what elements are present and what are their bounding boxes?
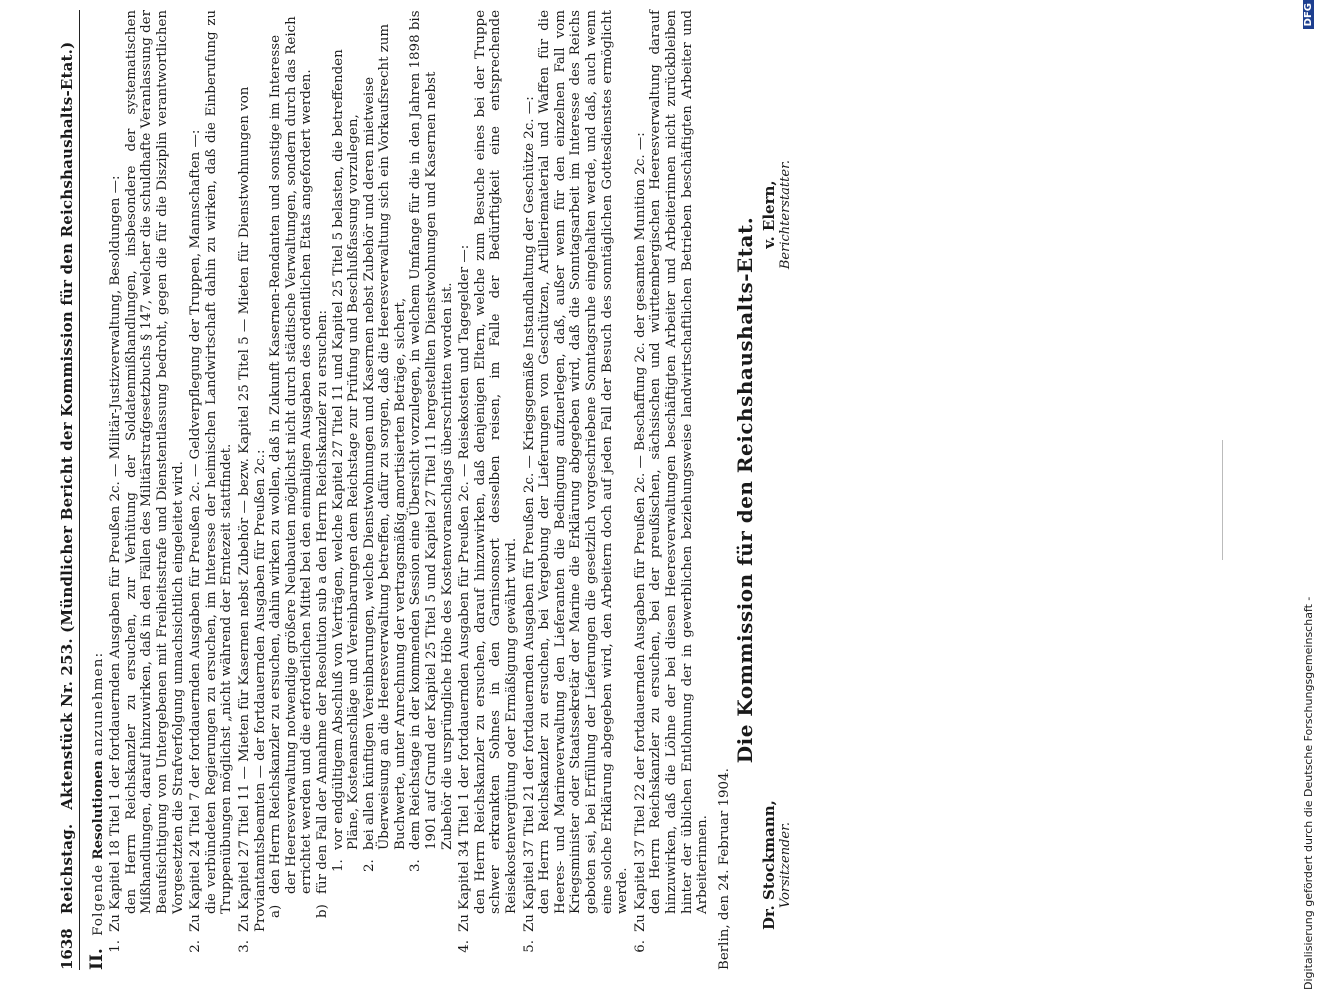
sub-point-text: dem Reichstage in der kommenden Session eine Übersicht vorzulegen, in welchem Umfange für die in den Jahren 1898 bis 1901 auf Grund der Kapitel 25 Titel 5 und Kapitel 27 Titel 11 hergestellten Dienstwohnungen und Kasernen nebst Zubehör die ursprüngliche Höhe des Kostenvoranschlags überschritten worden ist.: [408, 10, 455, 850]
sub-item: [268, 10, 315, 918]
sub-point-label: 3.: [408, 859, 424, 872]
signer-role: Vorsitzender.: [777, 821, 793, 909]
sub-item-label: b): [314, 904, 330, 918]
divider-line: [1222, 440, 1223, 560]
signer-chair: [759, 800, 793, 930]
signer-role: Berichterstatter.: [777, 160, 793, 270]
document-date: Berlin, den 24. Februar 1904.: [716, 768, 732, 970]
item-reference: Zu Kapitel 37 Titel 21 der fortdauernden Ausgaben für Preußen 2c. — Kriegsgemäße Instandhaltung der Geschütze 2c. —:: [521, 96, 537, 932]
item-number: 1.: [108, 940, 124, 953]
sub-point: [331, 10, 362, 872]
resolution-item: [633, 10, 711, 970]
item-reference: Zu Kapitel 27 Titel 11 — Mieten für Kasernen nebst Zubehör — bezw. Kapitel 25 Titel 5 — Mieten für Dienstwohnungen von Proviantamtsbeamten — der fortdauernden Ausgaben für Preußen 2c.:: [236, 86, 268, 932]
running-header: [60, 10, 80, 970]
item-number: 5.: [521, 940, 537, 953]
signer-rapporteur: [759, 160, 793, 270]
item-reference: Zu Kapitel 24 Titel 7 der fortdauernden Ausgaben für Preußen 2c. — Geldverpflegung der Truppen, Mannschaften —:: [188, 129, 204, 932]
sub-item-text: den Herrn Reichskanzler zu ersuchen, dahin wirken zu wollen, daß in Zukunft Kasernen-Rendanten und sonstige im Interesse der Heeresverwaltung notwendige größere Neubauten möglichst nicht durch städtische Verwaltungen, sondern durch das Reich errichtet werden und die erforderlichen Mittel bei den einmaligen Ausgaben des ordentlichen Etats angefordert werden.: [268, 16, 315, 894]
section-lead: [91, 652, 106, 936]
resolutions-section: [86, 10, 107, 970]
lead-bold: Resolutionen: [89, 760, 106, 860]
resolution-item: [522, 10, 631, 970]
sub-point-label: 2.: [361, 859, 377, 872]
sub-point-label: 1.: [330, 859, 346, 872]
sub-point-text: bei allen künftigen Vereinbarungen, welche Dienstwohnungen und Kasernen nebst Zubehör und deren mietweise Überweisung an die Heeresverwaltung betreffen, dafür zu sorgen, daß die Heeresverwaltung sich ein Vorkaufsrecht zum Buchwerte, unter Anrechnung der vertragsmäßig amortisierten Beträge, sichert,: [361, 23, 408, 850]
resolution-item: [188, 10, 235, 970]
sub-point: [362, 10, 409, 872]
signatures: [759, 160, 793, 930]
item-text: die verbündeten Regierungen zu ersuchen, im Interesse der heimischen Landwirtschaft dahin zu wirken, daß die Einberufung zu Truppenübungen möglichst „nicht während der Erntezeit stattfindet.: [203, 10, 235, 914]
item-number: 2.: [188, 940, 204, 953]
sub-point-text: vor endgültigem Abschluß von Verträgen, welche Kapitel 27 Titel 11 und Kapitel 25 Titel 5 belasten, die betreffenden Pläne, Kostenanschläge und Vereinbarungen dem Reichstage zur Prüfung und Beschlußfassung vorzulegen,: [330, 49, 362, 850]
sub-item-text: für den Fall der Annahme der Resolution sub a den Herrn Reichskanzler zu ersuchen:: [314, 309, 330, 894]
lead-post: anzunehmen:: [90, 651, 106, 757]
sub-item-label: a): [268, 904, 284, 918]
lead-pre: Folgende: [90, 863, 106, 936]
signer-name: Dr. Stockmann,: [759, 800, 778, 930]
commission-title: Die Kommission für den Reichshaushalts-Etat.: [733, 216, 758, 764]
digitization-sidebar: [1302, 0, 1315, 990]
page-number: 1638: [58, 928, 76, 970]
item-text: den Herrn Reichskanzler zu ersuchen, zur Verhütung der Soldatenmißhandlungen, insbesondere der systematischen Mißhandlungen, darauf hinzuwirken, daß in den Fällen des Militärstrafgesetzbuchs § 147, welcher die schuldhafte Veranlassung der Beaufsichtigung von Untergebenen mit Freiheitsstrafe und Dienstentlassung bedroht, gegen die für die Disziplin verantwortlichen Vorgesetzten die Strafverfolgung unnachsichtlich eingeleitet wird.: [123, 10, 186, 914]
section-numeral: II.: [86, 948, 107, 970]
item-number: 3.: [236, 940, 252, 953]
item-text: den Herrn Reichskanzler zu ersuchen, bei Vergebung der Lieferungen von Geschützen, Artilleriematerial und Waffen für die Heeres- und Marineverwaltung den Lieferanten die Bedingung aufzuerlegen, daß, außer wenn für den einzelnen Fall vom Kriegsminister oder Staatssekretär der Marine die Erklärung abgegeben wird, daß die Sonntagsarbeit im Interesse des Reichs geboten sei, bei Erfüllung der Lieferungen die gesetzlich vorgeschriebene Sonntagsruhe eingehalten werde, und daß, auch wenn eine solche Erklärung abgegeben wird, den Arbeitern doch auf jeden Fall der Besuch des sonntäglichen Gottesdienstes ermöglicht werde.: [537, 10, 631, 914]
item-reference: Zu Kapitel 37 Titel 22 der fortdauernden Ausgaben für Preußen 2c. — Beschaffung 2c. der gesamten Munition 2c. —:: [632, 132, 648, 932]
digitization-note: Digitalisierung gefördert durch die Deutsche Forschungsgemeinschaft -: [1302, 596, 1315, 990]
running-head: Reichstag.: [58, 823, 76, 915]
resolution-item: [457, 10, 519, 970]
item-reference: Zu Kapitel 18 Titel 1 der fortdauernden Ausgaben für Preußen 2c. — Militär-Justizverwaltung, Besoldungen —:: [108, 175, 124, 932]
item-reference: Zu Kapitel 34 Titel 1 der fortdauernden Ausgaben für Preußen 2c. — Reisekosten und Tagegelder —:: [457, 244, 473, 932]
resolution-item: [108, 10, 186, 970]
document-title: Aktenstück Nr. 253. (Mündlicher Bericht der Kommission für den Reichshaushalts-Etat.): [58, 41, 76, 810]
resolution-item: [237, 10, 455, 970]
item-text: den Herrn Reichskanzler zu ersuchen, bei der preußischen, sächsischen und württembergischen Heeresverwaltung darauf hinzuwirken, daß die Löhne der bei diesen Heeresverwaltungen beschäftigten Arbeiter und Arbeiterinnen nicht zurückbleiben hinter der üblichen Entlohnung der in gewerblichen beziehungsweise landwirtschaftlichen Betrieben beschäftigten Arbeiter und Arbeiterinnen.: [648, 10, 711, 914]
item-text: den Herrn Reichskanzler zu ersuchen, darauf hinzuwirken, daß denjenigen Eltern, welche zum Besuche eines bei der Truppe schwer erkrankten Sohnes in den Garnisonsort desselben reisen, im Falle der Bedürftigkeit eine entsprechende Reisekostenvergütung oder Ermäßigung gewährt wird.: [472, 10, 520, 914]
document-page: [60, 10, 1240, 970]
signer-name: v. Elern,: [759, 180, 778, 249]
dfg-logo: DFG: [1303, 0, 1314, 29]
item-number: 4.: [457, 940, 473, 953]
sub-point: [408, 10, 455, 872]
sub-item: [315, 10, 455, 918]
item-number: 6.: [632, 940, 648, 953]
